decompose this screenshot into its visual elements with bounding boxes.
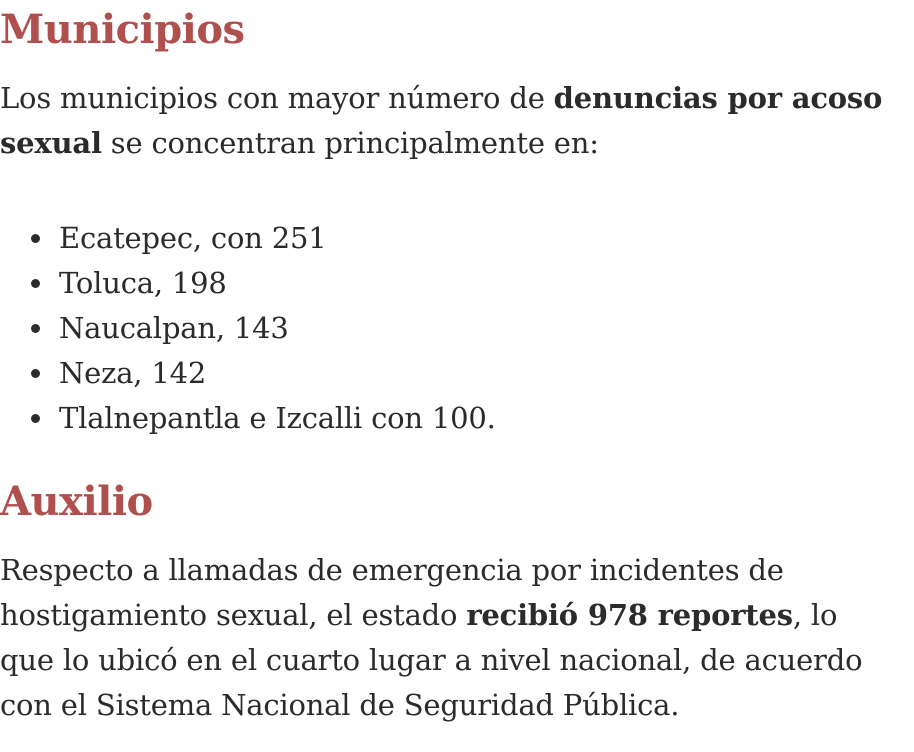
auxilio-text-end: , lo que lo ubicó en el cuarto lugar a nivel nacional, de acuerdo con el Sistema Nacional de Seguridad Pública. xyxy=(0,598,863,722)
list-item-text: Naucalpan, 143 xyxy=(59,311,289,345)
intro-text-end: se concentran principalmente en: xyxy=(101,126,599,160)
bullet-icon xyxy=(31,234,40,243)
auxilio-text-start: Respecto a llamadas de emergencia por incidentes de hostigamiento sexual, el estado xyxy=(0,553,784,632)
bullet-icon xyxy=(31,414,40,423)
list-item-text: Ecatepec, con 251 xyxy=(59,221,327,255)
list-item-text: Tlalnepantla e Izcalli con 100. xyxy=(59,401,496,435)
list-item-text: Neza, 142 xyxy=(59,356,207,390)
bullet-icon xyxy=(31,279,40,288)
list-item xyxy=(0,216,900,261)
intro-text-start: Los municipios con mayor número de xyxy=(0,81,554,115)
section-heading-auxilio: Auxilio xyxy=(0,478,153,525)
municipios-list xyxy=(0,216,900,441)
list-item xyxy=(0,261,900,306)
bullet-icon xyxy=(31,324,40,333)
intro-text-bold: denuncias por acoso sexual xyxy=(0,81,883,160)
bullet-icon xyxy=(31,369,40,378)
list-item-text: Toluca, 198 xyxy=(59,266,227,300)
list-item xyxy=(0,396,900,441)
auxilio-text-bold: recibió 978 reportes xyxy=(466,598,793,632)
municipios-intro-paragraph xyxy=(0,76,900,166)
list-item xyxy=(0,306,900,351)
auxilio-paragraph xyxy=(0,548,900,728)
list-item xyxy=(0,351,900,396)
section-heading-municipios: Municipios xyxy=(0,6,245,53)
